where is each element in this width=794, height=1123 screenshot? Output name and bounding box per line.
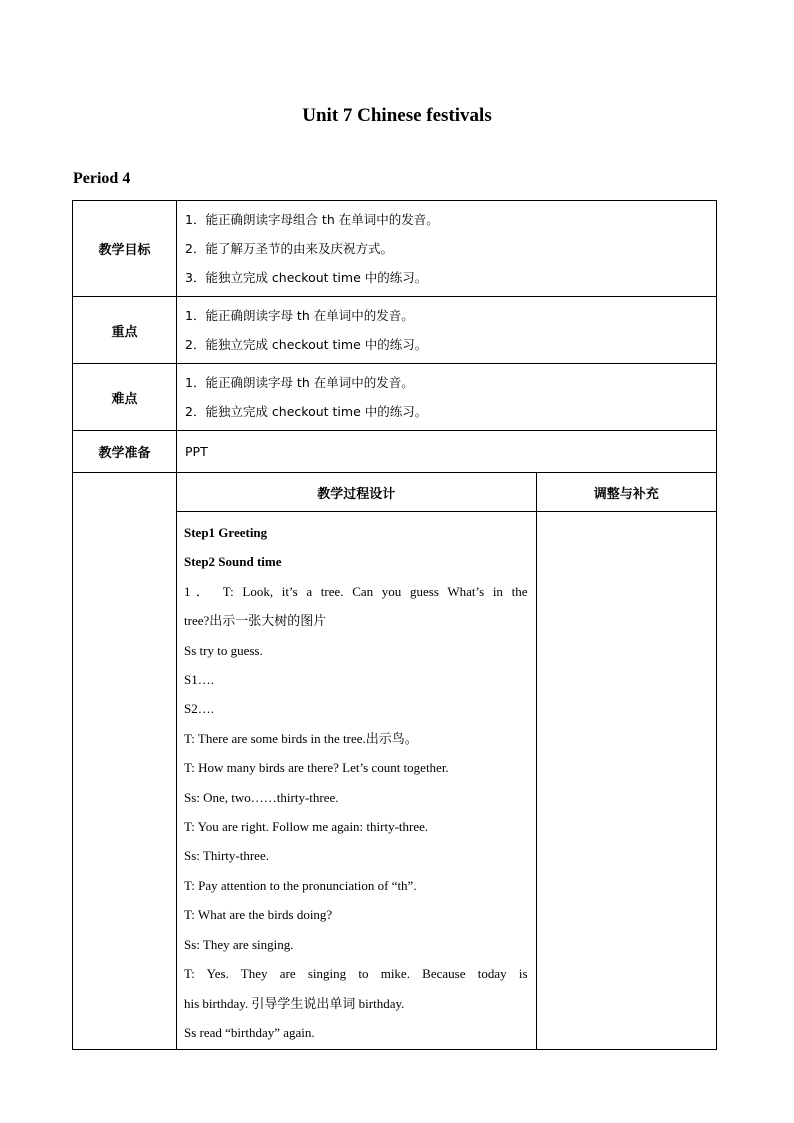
- process-line: T: There are some birds in the tree.出示鸟。: [184, 730, 418, 746]
- document-title: Unit 7 Chinese festivals: [302, 105, 492, 126]
- header-adjust: 调整与补充: [536, 473, 716, 512]
- process-line: Ss try to guess.: [184, 642, 263, 658]
- adjust-column: [536, 512, 716, 1050]
- process-line: 1． T: Look, it’s a tree. Can you guess What’s in the: [184, 583, 528, 599]
- row-label: 教学准备: [73, 431, 177, 473]
- process-cell: [177, 473, 717, 1050]
- process-line: T: Pay attention to the pronunciation of “th”.: [184, 877, 417, 893]
- header-design: 教学过程设计: [177, 473, 536, 512]
- row-content: [177, 201, 717, 297]
- row-content: [177, 431, 717, 473]
- content-line: 2．能独立完成 checkout time 中的练习。: [185, 337, 428, 352]
- process-line: his birthday. 引导学生说出单词 birthday.: [184, 995, 405, 1011]
- process-body-row: [177, 512, 716, 1050]
- row-label: 教学目标: [73, 201, 177, 297]
- row-objectives: [73, 201, 717, 297]
- content-line: 1．能正确朗读字母组合 th 在单词中的发音。: [185, 212, 439, 227]
- process-line: Ss: Thirty-three.: [184, 848, 269, 864]
- process-line: Ss: One, two……thirty-three.: [184, 789, 339, 805]
- process-line: S1….: [184, 672, 214, 688]
- process-steps: [177, 512, 536, 1050]
- step-heading: Step2 Sound time: [184, 554, 282, 570]
- step-heading: Step1 Greeting: [184, 525, 268, 540]
- content-line: 2．能了解万圣节的由来及庆祝方式。: [185, 241, 393, 256]
- process-line: T: Yes. They are singing to mike. Because today is: [184, 966, 528, 982]
- process-table: [177, 473, 716, 1049]
- content-line: 2．能独立完成 checkout time 中的练习。: [185, 404, 428, 419]
- process-line: Ss read “birthday” again.: [184, 1024, 315, 1040]
- row-label: 难点: [73, 364, 177, 431]
- process-line: Ss: They are singing.: [184, 936, 294, 952]
- content-line: 1．能正确朗读字母 th 在单词中的发音。: [185, 375, 414, 390]
- process-line: T: You are right. Follow me again: thirty-three.: [184, 819, 429, 835]
- content-line: 1．能正确朗读字母 th 在单词中的发音。: [185, 308, 414, 323]
- row-content: [177, 364, 717, 431]
- row-key-points: [73, 297, 717, 364]
- process-line: tree?出示一张大树的图片: [184, 613, 327, 629]
- process-line: S2….: [184, 701, 214, 717]
- content-line: 3．能独立完成 checkout time 中的练习。: [185, 270, 428, 285]
- row-label: 重点: [73, 297, 177, 364]
- row-content: [177, 297, 717, 364]
- content-line: PPT: [185, 444, 208, 459]
- process-line: T: How many birds are there? Let’s count together.: [184, 760, 449, 776]
- row-difficulties: [73, 364, 717, 431]
- process-header-row: [177, 473, 716, 512]
- row-process: [73, 473, 717, 1050]
- process-line: T: What are the birds doing?: [184, 907, 333, 923]
- row-label-empty: [73, 473, 177, 1050]
- lesson-plan-table: [72, 200, 717, 1050]
- row-preparation: [73, 431, 717, 473]
- period-label: Period 4: [73, 170, 131, 187]
